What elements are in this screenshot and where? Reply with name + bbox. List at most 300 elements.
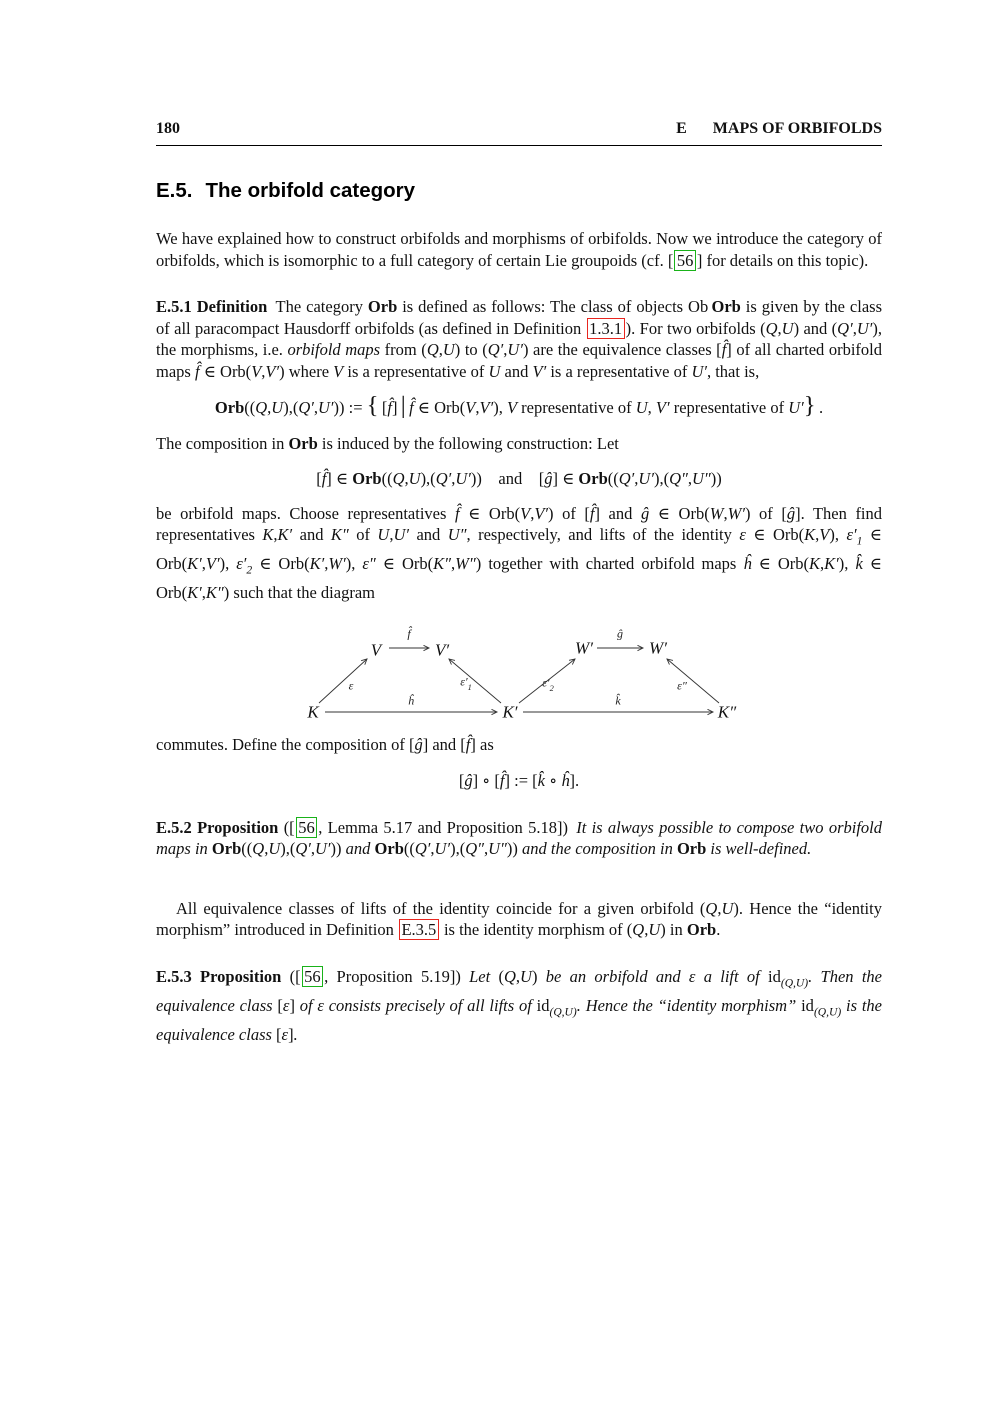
diagram-edge-label-epsilon — [349, 675, 354, 697]
text-run: K — [804, 525, 816, 544]
text-run: f̂ — [194, 361, 200, 381]
paragraph-definition-e51 — [156, 296, 882, 382]
text-run: 2 — [246, 564, 253, 577]
page-number: 180 — [156, 120, 180, 137]
text-run: Orb — [676, 839, 707, 859]
arrow-epsilon1 — [449, 659, 501, 703]
text-run: Q — [255, 398, 268, 417]
text-run: Q′ — [414, 839, 431, 859]
text-run: f̂ — [454, 503, 460, 523]
text-run: Orb — [288, 433, 318, 453]
diagram-edge-label-g — [617, 623, 623, 645]
text-run: U′ — [638, 469, 654, 488]
text-run: ) — [531, 966, 538, 986]
text-run: ) where — [279, 361, 334, 381]
text-run: commutes. Define the composition of [ — [156, 734, 415, 754]
text-run: ∘ — [544, 771, 562, 791]
text-run: f̂ — [589, 503, 595, 523]
text-run: , — [313, 398, 318, 417]
text-run: (Q,U) — [549, 1006, 577, 1019]
text-run: )) — [470, 469, 482, 488]
text-run: is a representative of — [343, 361, 489, 381]
text-run: ) of [ — [548, 503, 590, 523]
diagram-node-V-prime: V′ — [434, 640, 450, 660]
text-run: Q — [426, 340, 439, 359]
text-run: , — [484, 839, 489, 859]
text-run: U — [520, 966, 532, 986]
text-run: )) — [710, 469, 722, 488]
text-run: and the composition in — [517, 839, 677, 859]
text-run: U′ — [788, 398, 804, 417]
text-run: ε′ — [460, 674, 468, 689]
text-run: (( — [607, 469, 619, 488]
text-run: and — [481, 469, 539, 488]
text-run: , — [430, 839, 435, 859]
text-run: ) of [ — [744, 503, 787, 523]
text-run: K — [262, 525, 274, 544]
text-run: k̂ — [855, 554, 863, 574]
text-run: V — [520, 503, 531, 523]
text-run: representative of — [517, 398, 636, 417]
text-run: V′ — [479, 398, 494, 417]
text-run: ∈ Orb( — [751, 554, 810, 574]
text-run: (( — [381, 469, 393, 488]
text-run: , — [475, 398, 480, 417]
text-run: . — [293, 1025, 298, 1045]
text-run: f̂ — [721, 340, 727, 359]
text-run: V′ — [265, 361, 280, 381]
text-run: , — [647, 398, 656, 417]
text-run: Q′ — [618, 469, 635, 488]
text-run: ),( — [283, 398, 299, 417]
text-run: ]. — [569, 771, 580, 791]
text-run: , — [324, 554, 329, 574]
diagram-node-K-prime: K′ — [502, 702, 518, 722]
text-run: ] as — [470, 734, 494, 754]
text-run: ] := [ — [504, 771, 538, 791]
text-run: Q′ — [295, 839, 311, 859]
text-run: ∈ Orb( — [459, 503, 521, 523]
text-run: U — [721, 898, 734, 918]
text-run: is the identity morphism of ( — [439, 920, 633, 940]
text-run: [ — [378, 398, 388, 417]
text-run: is the equivalence class — [156, 996, 882, 1045]
diagram-node-K-dprime: K″ — [717, 702, 737, 722]
text-run: from ( — [380, 340, 427, 359]
equation-composition — [156, 770, 882, 792]
text-run: ε — [348, 678, 354, 693]
text-run: . Then the equivalence class — [156, 966, 882, 1016]
text-run: V — [465, 398, 476, 417]
text-run: U′ — [434, 839, 451, 859]
text-run: of — [348, 525, 378, 544]
text-run: U — [648, 920, 661, 940]
text-run: Q′ — [298, 398, 314, 417]
text-run: ( — [498, 966, 504, 986]
text-run: V — [506, 398, 518, 417]
diagram-node-K: K — [307, 702, 319, 722]
text-run: U — [635, 398, 648, 417]
text-run: and — [341, 839, 375, 859]
text-run: Orb — [686, 920, 717, 940]
paragraph-intro — [156, 228, 882, 271]
text-run: U — [488, 361, 501, 381]
text-run: is defined as follows: The class of objects Ob — [397, 297, 712, 316]
text-run: ε — [282, 996, 290, 1016]
text-run: ĥ — [408, 693, 414, 708]
text-run: ] and — [594, 503, 641, 523]
text-run: ),( — [280, 839, 296, 859]
text-run: )) — [506, 839, 518, 859]
equation-fg-classes — [156, 468, 882, 490]
text-run: ∈ Orb( — [199, 361, 252, 381]
text-run: , — [201, 583, 206, 603]
text-run: ĥ — [743, 554, 752, 574]
text-run: U — [408, 469, 421, 488]
citation-link[interactable]: 56 — [674, 250, 696, 271]
text-run: Q″ — [669, 469, 688, 488]
text-run: U″ — [692, 469, 711, 488]
paragraph-commutes — [156, 734, 882, 756]
text-run: ∈ Orb( — [156, 525, 883, 574]
text-run: [ — [277, 996, 283, 1016]
text-run: ), — [493, 398, 507, 417]
text-run: , Proposition 5.19]) — [324, 966, 470, 986]
text-run: ). Hence the “identity morphism” introduced in Definition — [156, 898, 882, 940]
text-run: K′ — [187, 554, 202, 574]
text-run: V′ — [534, 503, 549, 523]
text-run: U — [781, 318, 794, 338]
text-run: and — [292, 525, 331, 544]
text-run: ] for details on this topic). — [696, 250, 869, 270]
text-run: f̂ — [407, 626, 411, 641]
text-run: )) := — [333, 398, 367, 417]
text-run: k̂ — [537, 771, 545, 791]
arrow-epsilon — [319, 659, 367, 703]
text-run: ε′ — [542, 675, 550, 690]
text-run: K′ — [277, 525, 293, 544]
text-run: ) are the equivalence classes [ — [522, 340, 722, 359]
text-run: and — [500, 361, 533, 381]
text-run: ), — [345, 554, 363, 574]
text-run: is given by the class of all paracompact Hausdorff orbifolds (as defined in Definition — [156, 297, 882, 338]
text-run: , — [503, 340, 508, 359]
text-run: E.5.1 Definition — [156, 297, 268, 316]
text-run: orbifold maps — [287, 340, 381, 359]
text-run: 1 — [467, 683, 472, 693]
text-run: V′ — [655, 398, 670, 417]
text-run: K′ — [824, 554, 839, 574]
citation-link[interactable]: 56 — [302, 966, 324, 987]
text-run: V′ — [532, 361, 547, 381]
text-run: U — [377, 525, 390, 544]
text-run: 1 — [856, 535, 863, 548]
text-run: be orbifold maps. Choose representatives — [156, 503, 455, 523]
text-run: ∈ Orb( — [413, 398, 466, 417]
running-title — [676, 118, 882, 140]
text-run: , — [273, 525, 278, 544]
text-run: ε′ — [846, 525, 857, 544]
text-run: , — [852, 318, 857, 338]
text-run: ] — [289, 996, 295, 1016]
text-run: U′ — [315, 839, 331, 859]
text-run: U′ — [691, 361, 707, 381]
reference-link[interactable]: E.3.5 — [399, 919, 439, 940]
text-run: , that is, — [706, 361, 760, 381]
text-run: [ — [458, 771, 465, 791]
diagram-edge-label-f — [407, 623, 410, 645]
text-run: ε″ — [362, 554, 376, 574]
text-run: , — [515, 966, 521, 986]
text-run: ĝ — [617, 626, 623, 641]
text-run: , — [310, 839, 316, 859]
text-run: | — [400, 392, 406, 419]
text-run: , — [264, 839, 269, 859]
text-run: id — [768, 966, 781, 986]
text-run: ] — [391, 398, 401, 417]
text-run: . — [815, 398, 824, 417]
text-run: , — [261, 361, 266, 381]
text-run: ε″ — [677, 678, 687, 693]
text-run: [ — [538, 469, 545, 488]
text-run: Orb — [367, 297, 398, 316]
text-run: , — [777, 318, 782, 338]
text-run: . — [716, 920, 721, 940]
text-run: , — [267, 398, 272, 417]
text-run: K″ — [330, 525, 349, 544]
text-run: , — [451, 554, 456, 574]
text-run: k̂ — [615, 693, 621, 708]
text-run: ĝ — [786, 503, 796, 523]
diagram-edge-label-epsilon-pp — [677, 675, 687, 697]
text-run: ε — [281, 1025, 289, 1045]
text-run: ĝ — [544, 469, 553, 488]
text-run: ), — [219, 554, 237, 574]
text-run: , — [201, 554, 206, 574]
text-run: [ — [316, 469, 322, 488]
text-run: Let — [469, 966, 499, 986]
text-run: [ — [276, 1025, 282, 1045]
diagram-node-W-right: W′ — [649, 638, 667, 658]
text-run: f̂ — [465, 734, 471, 754]
section-number: E.5. — [156, 178, 193, 202]
text-run: (Q,U) — [813, 1006, 842, 1019]
text-run: (( — [403, 839, 415, 859]
text-run: , — [644, 920, 649, 940]
text-run: K″ — [433, 554, 452, 574]
text-run: ). For two orbifolds ( — [625, 318, 766, 338]
equation-orb-homset — [156, 392, 882, 419]
text-run: U′ — [318, 398, 334, 417]
text-run: ε′ — [236, 554, 247, 574]
text-run: K′ — [309, 554, 325, 574]
text-run: ),( — [420, 469, 436, 488]
text-run: f̂ — [321, 469, 327, 488]
text-run: Orb — [352, 469, 382, 488]
text-run: , — [451, 469, 456, 488]
text-run: All equivalence classes of lifts of the identity coincide for a given orbifold ( — [176, 898, 706, 918]
text-run: Orb — [214, 398, 245, 417]
text-run: ), — [829, 525, 847, 544]
text-run: U′ — [393, 525, 409, 544]
text-run: , Lemma 5.17 and Proposition 5.18]) — [318, 817, 577, 837]
text-run: ), the morphisms, i.e. — [156, 318, 882, 359]
text-run: Orb — [211, 839, 242, 859]
text-run: , — [530, 503, 535, 523]
text-run: f̂ — [409, 398, 414, 417]
section-heading — [156, 180, 882, 202]
text-run: Q′ — [487, 340, 504, 359]
text-run: } — [803, 392, 816, 419]
text-run: Q — [765, 318, 778, 338]
text-run: ∈ Orb( — [156, 554, 883, 603]
text-run: U′ — [455, 469, 471, 488]
text-run: E.5.3 Proposition — [156, 966, 282, 986]
paragraph-proposition-e52 — [156, 817, 882, 860]
text-run: , — [389, 525, 394, 544]
text-run: )) — [330, 839, 342, 859]
text-run: ) in — [660, 920, 687, 940]
text-run: f̂ — [499, 771, 505, 791]
text-run: . Hence the “identity morphism” — [576, 996, 802, 1016]
commutative-diagram — [291, 621, 747, 725]
text-run: Orb — [711, 297, 741, 316]
text-run: U — [271, 398, 284, 417]
text-run: ] ∈ — [552, 469, 579, 488]
text-run: (( — [241, 839, 253, 859]
text-run: ) together with charted orbifold maps — [475, 554, 744, 574]
text-run: U — [268, 839, 281, 859]
running-title-text: MAPS OF ORBIFOLDS — [712, 120, 882, 137]
text-run: , — [815, 525, 820, 544]
text-run: ĥ — [561, 771, 570, 791]
section-title: The orbifold category — [205, 178, 416, 202]
text-run: E.5.2 Proposition — [156, 817, 279, 837]
text-run: Q — [252, 839, 265, 859]
diagram-node-V: V — [370, 640, 382, 660]
paragraph-proposition-e53 — [156, 966, 882, 1046]
text-run: V — [333, 361, 344, 381]
text-run: The category — [267, 297, 368, 316]
text-run: Q — [503, 966, 516, 986]
text-run: ε — [739, 525, 746, 544]
text-run: ] — [288, 1025, 294, 1045]
text-run: and — [409, 525, 448, 544]
text-run: is induced by the following construction: Let — [317, 433, 619, 453]
text-run: ) and ( — [793, 318, 838, 338]
text-run: The composition in — [156, 433, 289, 453]
text-run: of ε consists precisely of all lifts of — [294, 996, 537, 1016]
text-run: We have explained how to construct orbifolds and morphisms of orbifolds. Now we introduce the category of orbifolds, which is isomorphic to a full category of certain Lie groupoids (cf. [ — [156, 229, 882, 270]
text-run: U″ — [488, 839, 507, 859]
text-run: representative of — [669, 398, 789, 417]
text-run: ĝ — [640, 503, 650, 523]
text-run: is well-defined. — [706, 839, 812, 859]
text-column — [156, 0, 882, 1046]
text-run: id — [801, 996, 814, 1016]
text-run: ∈ Orb( — [649, 503, 710, 523]
text-run: It is always possible to compose two orbifold maps in — [156, 817, 882, 859]
text-run: , respectively, and lifts of the identity — [466, 525, 740, 544]
diagram-arrows — [291, 621, 747, 725]
text-run: ) to ( — [454, 340, 488, 359]
text-run: { — [366, 392, 379, 419]
text-run: W″ — [455, 554, 476, 574]
text-run: Q — [705, 898, 718, 918]
paragraph-identity-classes — [156, 898, 882, 941]
running-title-letter: E — [676, 120, 687, 137]
citation-link[interactable]: 56 — [296, 817, 318, 838]
text-run: U′ — [507, 340, 523, 359]
text-run: K″ — [205, 583, 224, 603]
text-run: Q — [392, 469, 405, 488]
header-rule — [156, 145, 882, 146]
paragraph-choose-representatives — [156, 503, 882, 604]
text-run: , — [687, 469, 692, 488]
text-run: is a representative of — [546, 361, 692, 381]
text-run: , — [717, 898, 722, 918]
text-run: Q″ — [465, 839, 484, 859]
text-run: 2 — [549, 684, 554, 694]
text-run: , — [438, 340, 443, 359]
text-run: ) such that the diagram — [223, 583, 375, 603]
text-run: W′ — [727, 503, 745, 523]
text-run: ] and [ — [422, 734, 466, 754]
diagram-edge-label-k — [615, 690, 620, 712]
text-run: ∈ Orb( — [745, 525, 805, 544]
paragraph-composition-intro — [156, 433, 882, 455]
text-run: W — [709, 503, 724, 523]
text-run: K′ — [187, 583, 202, 603]
diagram-edge-label-epsilon1 — [460, 671, 472, 698]
text-run: ),( — [450, 839, 466, 859]
page-header — [156, 118, 882, 140]
diagram-node-W-left: W′ — [575, 638, 593, 658]
text-run: ([ — [281, 966, 301, 986]
text-run: V — [819, 525, 830, 544]
reference-link[interactable]: 1.3.1 — [587, 318, 625, 339]
diagram-edge-label-epsilon2 — [542, 672, 554, 699]
text-run: (( — [244, 398, 256, 417]
text-run: ∈ Orb( — [252, 554, 310, 574]
text-run: ([ — [278, 817, 295, 837]
text-run: ∈ Orb( — [375, 554, 434, 574]
text-run: U″ — [447, 525, 467, 544]
text-run: V — [251, 361, 262, 381]
text-run: f̂ — [387, 398, 392, 417]
text-run: id — [536, 996, 550, 1016]
text-run: Orb — [578, 469, 608, 488]
text-run: K — [809, 554, 821, 574]
text-run: Q′ — [435, 469, 452, 488]
text-run: be an orbifold and ε a lift of — [537, 966, 769, 986]
text-run: Q′ — [837, 318, 853, 338]
text-run: W′ — [328, 554, 346, 574]
text-run: , — [723, 503, 728, 523]
text-run: Orb — [374, 839, 404, 859]
text-run: (Q,U) — [780, 977, 809, 990]
text-run: ] of all charted orbifold maps — [156, 340, 882, 381]
text-run: ĝ — [414, 734, 423, 754]
text-run: V′ — [205, 554, 220, 574]
diagram-edge-label-h — [408, 690, 414, 712]
text-run: , — [634, 469, 639, 488]
text-run: ),( — [653, 469, 670, 488]
text-run: , — [404, 469, 409, 488]
text-run: ] ∈ — [326, 469, 353, 488]
text-run: ]. Then find representatives — [156, 503, 883, 544]
text-run: U — [442, 340, 455, 359]
